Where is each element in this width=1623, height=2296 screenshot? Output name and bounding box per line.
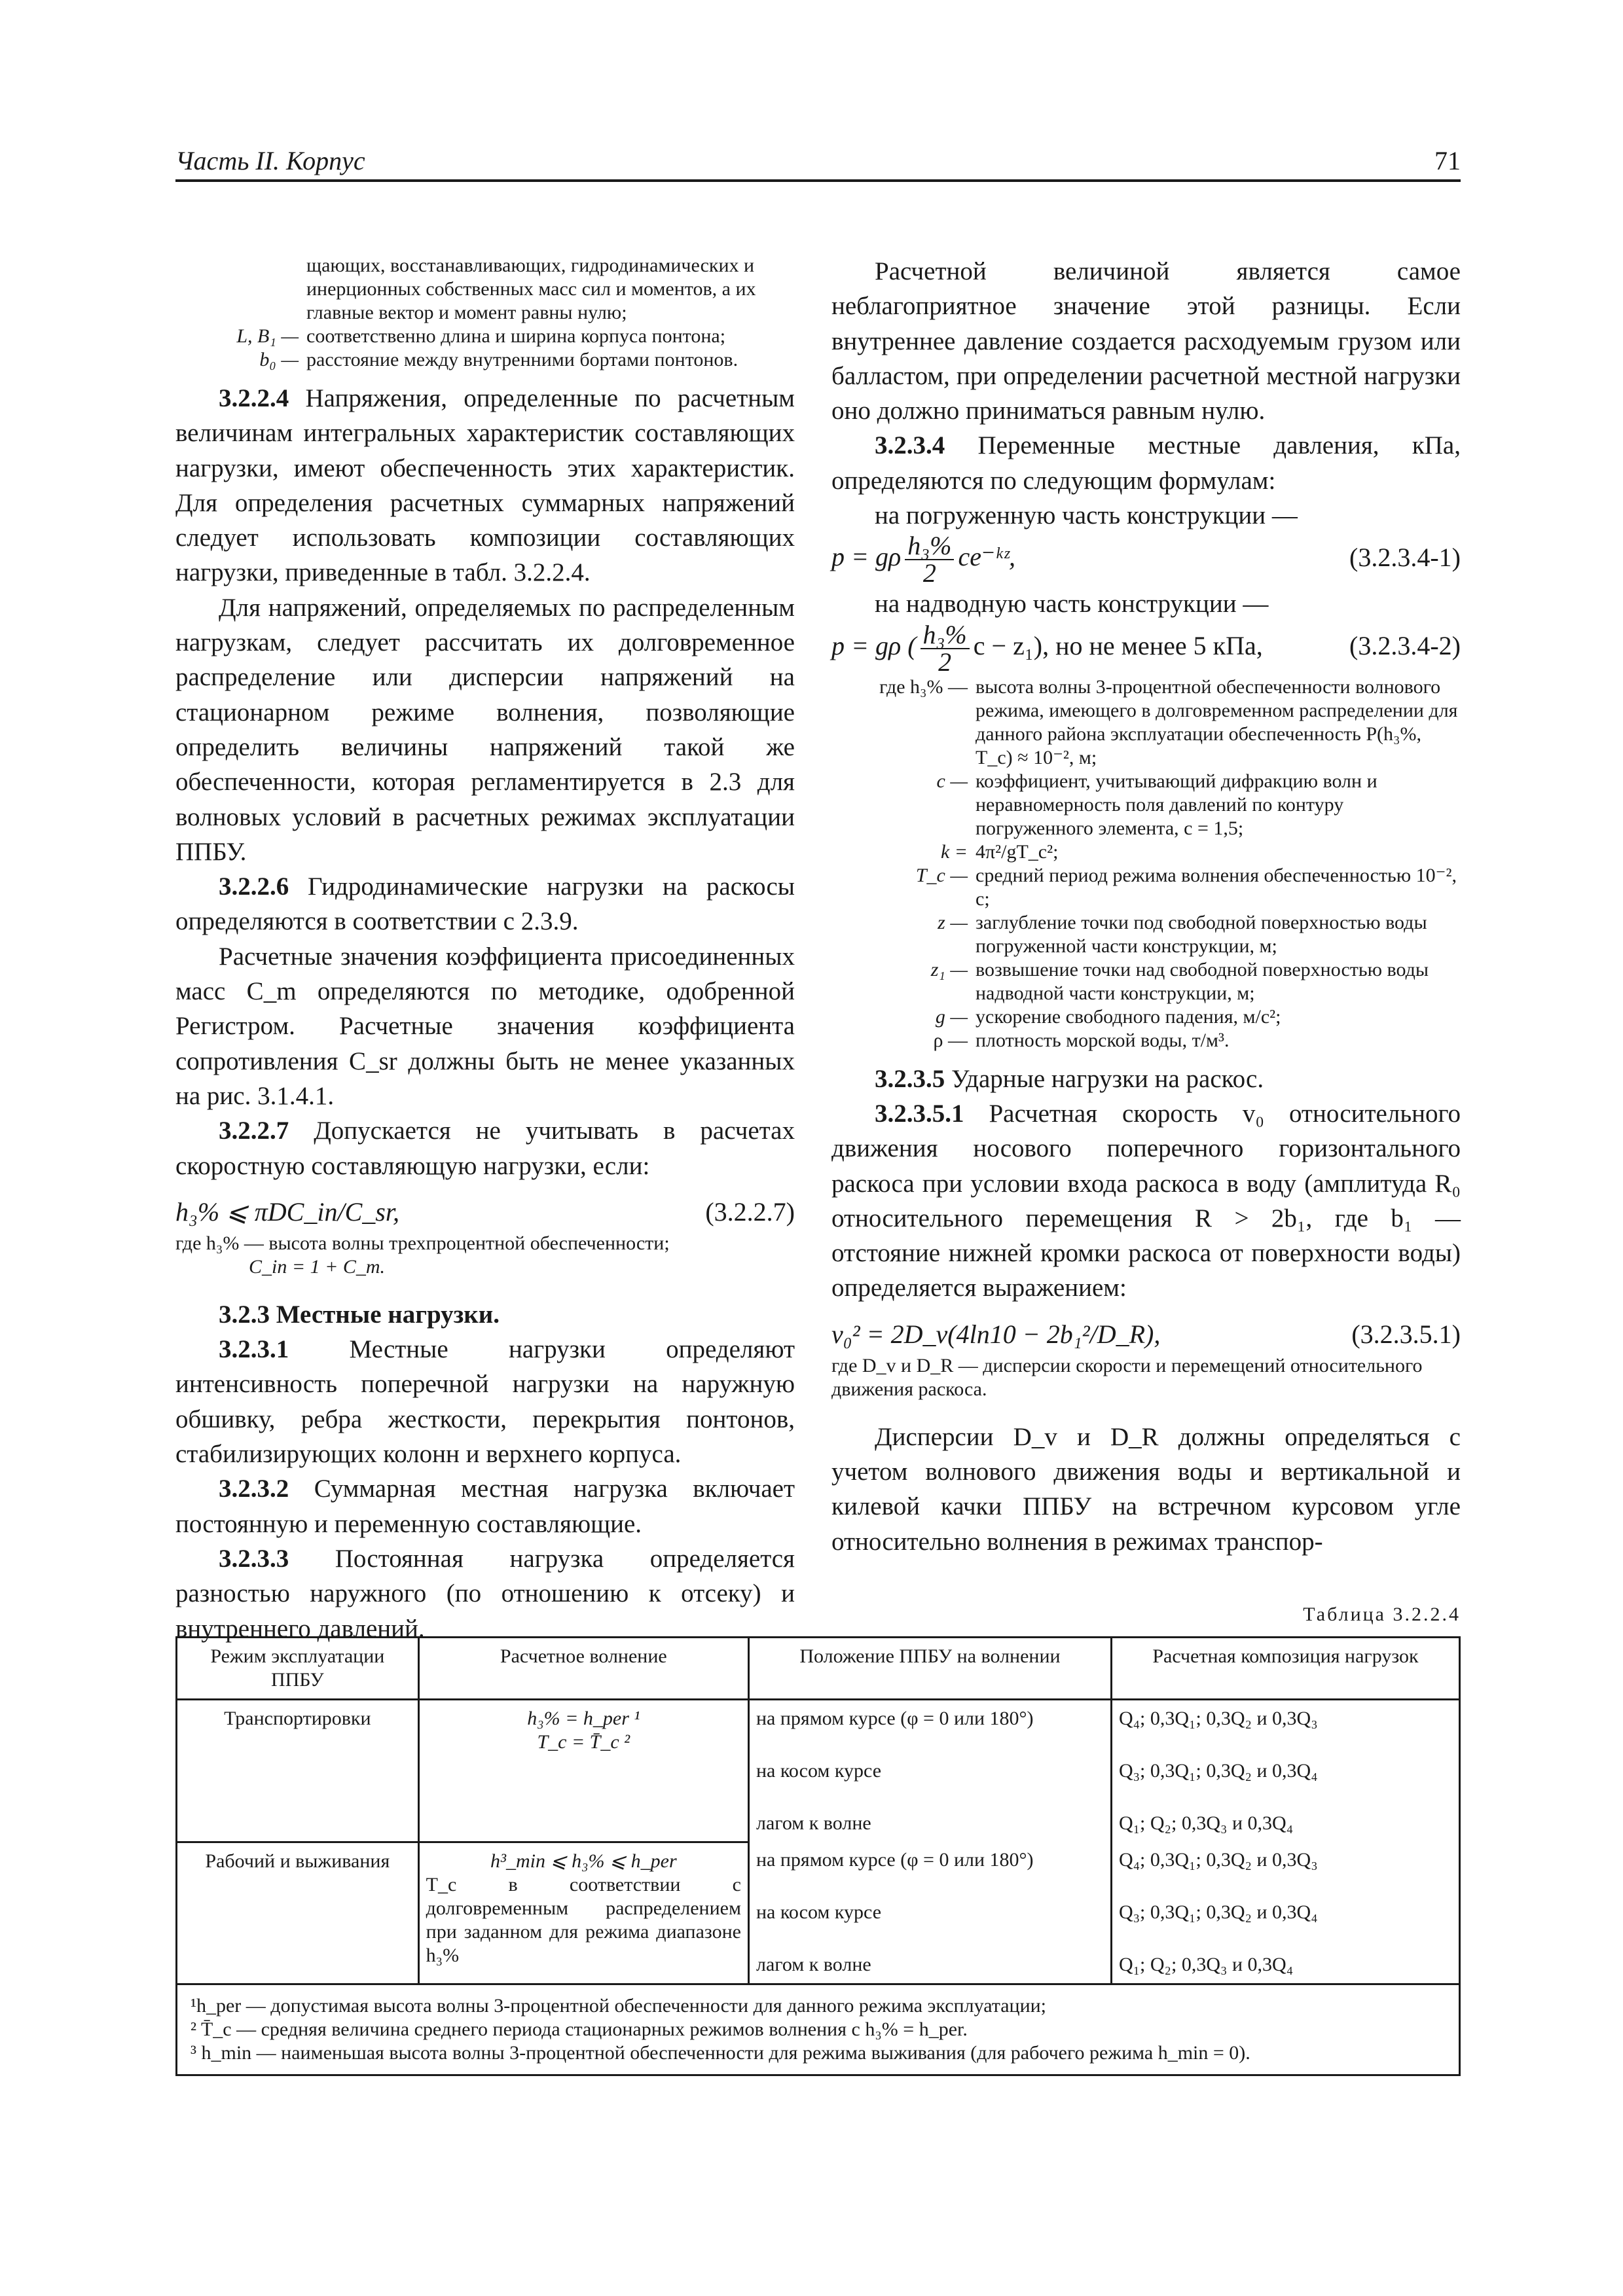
composition-cell: Q₄; 0,3Q₁; 0,3Q₂ и 0,3Q₃ xyxy=(1111,1842,1459,1878)
table-row xyxy=(177,1842,1460,1878)
paragraph-3-2-3-2: 3.2.3.2 Суммарная местная нагрузка включает постоянную и переменную составляющие. xyxy=(175,1475,795,1538)
paragraph-3-2-3-1: 3.2.3.1 Местные нагрузки определяют интенсивность поперечной нагрузки на наружную обшивку, ребра жесткости, перекрытия понтонов, стабилизирующих колонн и верхнего корпуса. xyxy=(175,1335,795,1469)
page-number: 71 xyxy=(1434,146,1461,175)
paragraph-3-2-3-3: 3.2.3.3 Постоянная нагрузка определяется разностью наружного (по отношению к отсеку) и внутреннего давлений. xyxy=(175,1544,795,1643)
table-notes-row xyxy=(177,1984,1460,2075)
position-cell: на косом курсе xyxy=(748,1878,1111,1931)
paragraph: Расчетной величиной является самое неблагоприятное значение этой разницы. Если внутреннее давление создается расходуемым грузом или балластом, при определении расчетной местной нагрузки оно должно приниматься равным нулю. xyxy=(831,257,1461,425)
column-header: Расчетная композиция нагрузок xyxy=(1111,1638,1459,1700)
paragraph-3-2-3-4: 3.2.3.4 Переменные местные давления, кПа, определяются по следующим формулам: xyxy=(831,431,1461,495)
definition-item: L, B₁ — соответственно длина и ширина корпуса понтона; xyxy=(236,325,726,347)
paragraph-3-2-3-5-1: 3.2.3.5.1 Расчетная скорость v₀ относительного движения носового поперечного горизонтального раскоса при условии входа раскоса в воду (амплитуда R₀ относительного перемещения R > 2b₁, где b₁ — отстояние нижней кромки раскоса от поверхности воды) определяется выражением: xyxy=(831,1099,1461,1302)
table-caption: Таблица 3.2.2.4 xyxy=(1303,1604,1461,1625)
formula-3-2-3-5-1: v₀² = 2D_v(4ln10 − 2b₁²/D_R), (3.2.3.5.1) xyxy=(831,1319,1461,1349)
formula-3-2-3-4-2: p = gρ ( $\frac{\text{h₃\%}}{2}$ c − z₁), но не менее 5 кПа, (3.2.3.4-2) xyxy=(831,619,1461,677)
table-row xyxy=(177,1700,1460,1738)
definition-item: T_c — средний период режима волнения обеспеченностью 10⁻², с; xyxy=(915,864,1457,910)
running-header-title: Часть II. Корпус xyxy=(175,146,365,175)
mode-cell: Рабочий и выживания xyxy=(177,1842,419,1984)
paragraph-3-2-2-6: 3.2.2.6 Гидродинамические нагрузки на раскосы определяются в соответствии с 2.3.9. xyxy=(175,872,795,936)
paragraph: на надводную часть конструкции — xyxy=(875,590,1269,619)
definition-item: щающих, восстанавливающих, гидродинамических и инерционных собственных масс сил и моментов, а их главные вектор и момент равны нулю; xyxy=(306,255,756,323)
column-header: Режим эксплуатации ППБУ xyxy=(177,1638,419,1700)
table-notes xyxy=(177,1984,1460,2075)
table-note: ¹h_per — допустимая высота волны 3-процентной обеспеченности для данного режима эксплуатации; xyxy=(191,1995,1047,2017)
paragraph: Расчетные значения коэффициента присоединенных масс C_m определяются по методике, одобренной Регистром. Расчетные значения коэффициента сопротивления C_sr должны быть не менее указанных на рис. 3.1.4.1. xyxy=(175,942,795,1110)
definitions-list xyxy=(831,675,1461,1052)
position-cell: на косом курсе xyxy=(748,1737,1111,1789)
composition-cell: Q₄; 0,3Q₁; 0,3Q₂ и 0,3Q₃ xyxy=(1111,1700,1459,1738)
definition-item: g — ускорение свободного падения, м/с²; xyxy=(935,1005,1281,1028)
composition-cell: Q₁; Q₂; 0,3Q₃ и 0,3Q₄ xyxy=(1111,1789,1459,1842)
column-header: Расчетное волнение xyxy=(418,1638,748,1700)
composition-cell: Q₃; 0,3Q₁; 0,3Q₂ и 0,3Q₄ xyxy=(1111,1878,1459,1931)
formula-3-2-3-4-1: p = gρ $\frac{\text{h₃\%}}{2}$ ce⁻ᵏᶻ, (3.2.3.4-1) xyxy=(831,531,1461,588)
position-cell: на прямом курсе (φ = 0 или 180°) xyxy=(748,1700,1111,1738)
position-cell: на прямом курсе (φ = 0 или 180°) xyxy=(748,1842,1111,1878)
formula-where: где h₃% — высота волны трехпроцентной обеспеченности; xyxy=(175,1232,670,1254)
position-cell: лагом к волне xyxy=(748,1931,1111,1984)
formula-3-2-2-7: h₃% ⩽ πDC_in/C_sr, (3.2.2.7) xyxy=(175,1196,795,1227)
left-column xyxy=(175,254,795,1646)
composition-cell: Q₃; 0,3Q₁; 0,3Q₂ и 0,3Q₄ xyxy=(1111,1737,1459,1789)
definition-item: z — заглубление точки под свободной поверхностью воды погруженной части конструкции, м; xyxy=(938,911,1427,957)
table-header-row xyxy=(177,1638,1460,1700)
wave-cell: h³_min ⩽ h₃% ⩽ h_per T_c в соответствии с долговременным распределением при заданном для режима диапазоне h₃% xyxy=(418,1842,748,1984)
definition-item: где h₃% — высота волны 3-процентной обеспеченности волнового режима, имеющего в долговременном распределении для данного района эксплуатации обеспеченность P(h₃%, T_c) ≈ 10⁻², м; xyxy=(879,675,1458,768)
paragraph-3-2-2-7: 3.2.2.7 Допускается не учитывать в расчетах скоростную составляющую нагрузки, если: xyxy=(175,1117,795,1180)
wave-cell: h₃% = h_per ¹ T_c = T̄_c ² xyxy=(418,1700,748,1842)
right-column xyxy=(831,254,1461,1559)
position-cell: лагом к волне xyxy=(748,1789,1111,1842)
table-note: ² T̄_c — средняя величина среднего периода стационарных режимов волнения с h₃% = h_per. xyxy=(191,2018,968,2040)
section-title-3-2-3: 3.2.3 Местные нагрузки. xyxy=(219,1300,500,1329)
paragraph-3-2-3-5: 3.2.3.5 Ударные нагрузки на раскос. xyxy=(875,1064,1264,1093)
column-header: Положение ППБУ на волнении xyxy=(748,1638,1111,1700)
header-rule xyxy=(175,179,1461,182)
loads-composition-table xyxy=(175,1636,1461,2076)
paragraph: Для напряжений, определяемых по распределенным нагрузкам, следует рассчитать их долговременное распределение или дисперсии напряжений на стационарном режиме волнения, позволяющие определить величины напряжений такой же обеспеченности, которая регламентируется в 2.3 для волновых условий в расчетных режимах эксплуатации ППБУ. xyxy=(175,593,795,866)
definition-item: c — коэффициент, учитывающий дифракцию волн и неравномерность поля давлений по контуру погруженного элемента, c = 1,5; xyxy=(936,770,1377,839)
definition-item: z₁ — возвышение точки над свободной поверхностью воды надводной части конструкции, м; xyxy=(930,958,1429,1004)
paragraph-3-2-2-4: 3.2.2.4 Напряжения, определенные по расчетным величинам интегральных характеристик составляющих нагрузки, имеют обеспеченность этих характеристик. Для определения расчетных суммарных напряжений следует использовать композиции составляющих нагрузки, приведенные в табл. 3.2.2.4. xyxy=(175,384,795,587)
definition-item: ρ — плотность морской воды, т/м³. xyxy=(933,1029,1230,1051)
paragraph: на погруженную часть конструкции — xyxy=(875,501,1298,530)
formula-where: где D_v и D_R — дисперсии скорости и перемещений относительного движения раскоса. xyxy=(831,1354,1423,1400)
table-note: ³ h_min — наименьшая высота волны 3-процентной обеспеченности для режима выживания (для рабочего режима h_min = 0). xyxy=(191,2042,1250,2064)
paragraph: Дисперсии D_v и D_R должны определяться с учетом волнового движения воды и вертикальной и килевой качки ППБУ на встречном курсовом угле относительно волнения в режимах транспор- xyxy=(831,1422,1461,1556)
definition-item: k = 4π²/gT_c²; xyxy=(940,840,1059,863)
definitions-continued xyxy=(175,254,795,372)
mode-cell: Транспортировки xyxy=(177,1700,419,1842)
composition-cell: Q₁; Q₂; 0,3Q₃ и 0,3Q₄ xyxy=(1111,1931,1459,1984)
definition-item: b₀ — расстояние между внутренними бортами понтонов. xyxy=(259,349,739,370)
formula-where-cont: C_in = 1 + C_m. xyxy=(249,1255,386,1278)
